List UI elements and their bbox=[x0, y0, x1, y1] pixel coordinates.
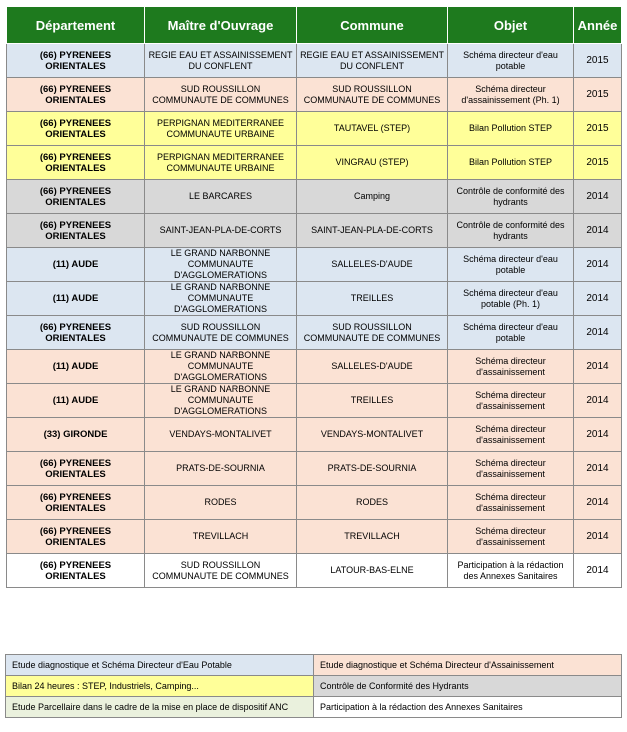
cell-departement: (66) PYRENEES ORIENTALES bbox=[7, 520, 145, 554]
cell-objet: Schéma directeur d'eau potable bbox=[448, 44, 574, 78]
legend-row bbox=[6, 655, 622, 676]
table-row bbox=[7, 452, 622, 486]
cell-annee: 2014 bbox=[574, 452, 622, 486]
cell-departement: (11) AUDE bbox=[7, 248, 145, 282]
cell-annee: 2014 bbox=[574, 316, 622, 350]
header-objet: Objet bbox=[448, 7, 574, 44]
cell-maitre-ouvrage: TREVILLACH bbox=[145, 520, 297, 554]
cell-objet: Schéma directeur d'assainissement bbox=[448, 486, 574, 520]
cell-maitre-ouvrage: LE GRAND NARBONNE COMMUNAUTE D'AGGLOMERATIONS bbox=[145, 350, 297, 384]
table-row bbox=[7, 282, 622, 316]
cell-maitre-ouvrage: SUD ROUSSILLON COMMUNAUTE DE COMMUNES bbox=[145, 316, 297, 350]
table-row bbox=[7, 78, 622, 112]
references-table bbox=[6, 6, 622, 588]
cell-objet: Contrôle de conformité des hydrants bbox=[448, 214, 574, 248]
table-row bbox=[7, 112, 622, 146]
cell-commune: SUD ROUSSILLON COMMUNAUTE DE COMMUNES bbox=[297, 316, 448, 350]
table-row bbox=[7, 486, 622, 520]
cell-departement: (66) PYRENEES ORIENTALES bbox=[7, 452, 145, 486]
cell-commune: SALLELES-D'AUDE bbox=[297, 350, 448, 384]
cell-objet: Schéma directeur d'assainissement (Ph. 1) bbox=[448, 78, 574, 112]
cell-maitre-ouvrage: RODES bbox=[145, 486, 297, 520]
cell-departement: (66) PYRENEES ORIENTALES bbox=[7, 486, 145, 520]
cell-maitre-ouvrage: REGIE EAU ET ASSAINISSEMENT DU CONFLENT bbox=[145, 44, 297, 78]
cell-departement: (66) PYRENEES ORIENTALES bbox=[7, 180, 145, 214]
cell-objet: Schéma directeur d'assainissement bbox=[448, 418, 574, 452]
table-row bbox=[7, 180, 622, 214]
cell-departement: (66) PYRENEES ORIENTALES bbox=[7, 214, 145, 248]
header-departement: Département bbox=[7, 7, 145, 44]
cell-departement: (66) PYRENEES ORIENTALES bbox=[7, 78, 145, 112]
cell-objet: Schéma directeur d'eau potable (Ph. 1) bbox=[448, 282, 574, 316]
cell-maitre-ouvrage: LE BARCARES bbox=[145, 180, 297, 214]
cell-commune: TAUTAVEL (STEP) bbox=[297, 112, 448, 146]
table-row bbox=[7, 248, 622, 282]
cell-annee: 2014 bbox=[574, 180, 622, 214]
cell-annee: 2014 bbox=[574, 248, 622, 282]
cell-maitre-ouvrage: SUD ROUSSILLON COMMUNAUTE DE COMMUNES bbox=[145, 554, 297, 588]
cell-objet: Bilan Pollution STEP bbox=[448, 146, 574, 180]
table-row bbox=[7, 146, 622, 180]
cell-objet: Schéma directeur d'assainissement bbox=[448, 452, 574, 486]
cell-commune: RODES bbox=[297, 486, 448, 520]
cell-maitre-ouvrage: LE GRAND NARBONNE COMMUNAUTE D'AGGLOMERATIONS bbox=[145, 282, 297, 316]
table-row bbox=[7, 384, 622, 418]
cell-objet: Contrôle de conformité des hydrants bbox=[448, 180, 574, 214]
cell-maitre-ouvrage: PRATS-DE-SOURNIA bbox=[145, 452, 297, 486]
cell-annee: 2014 bbox=[574, 418, 622, 452]
cell-maitre-ouvrage: LE GRAND NARBONNE COMMUNAUTE D'AGGLOMERATIONS bbox=[145, 248, 297, 282]
legend-body bbox=[6, 655, 622, 718]
cell-departement: (66) PYRENEES ORIENTALES bbox=[7, 44, 145, 78]
cell-commune: SUD ROUSSILLON COMMUNAUTE DE COMMUNES bbox=[297, 78, 448, 112]
table-row bbox=[7, 44, 622, 78]
cell-commune: Camping bbox=[297, 180, 448, 214]
header-maitre-ouvrage: Maître d'Ouvrage bbox=[145, 7, 297, 44]
legend-row bbox=[6, 676, 622, 697]
legend-item-yellow: Bilan 24 heures : STEP, Industriels, Camping... bbox=[6, 676, 314, 697]
cell-annee: 2014 bbox=[574, 520, 622, 554]
table-row bbox=[7, 350, 622, 384]
legend-item-gray: Contrôle de Conformité des Hydrants bbox=[314, 676, 622, 697]
cell-annee: 2014 bbox=[574, 486, 622, 520]
legend-item-white: Participation à la rédaction des Annexes Sanitaires bbox=[314, 697, 622, 718]
cell-maitre-ouvrage: PERPIGNAN MEDITERRANEE COMMUNAUTE URBAINE bbox=[145, 112, 297, 146]
cell-departement: (33) GIRONDE bbox=[7, 418, 145, 452]
cell-commune: TREILLES bbox=[297, 384, 448, 418]
table-row bbox=[7, 418, 622, 452]
legend-item-pink: Etude diagnostique et Schéma Directeur d'Assainissement bbox=[314, 655, 622, 676]
cell-annee: 2015 bbox=[574, 44, 622, 78]
table-body bbox=[7, 44, 622, 588]
cell-annee: 2014 bbox=[574, 350, 622, 384]
cell-commune: LATOUR-BAS-ELNE bbox=[297, 554, 448, 588]
cell-commune: REGIE EAU ET ASSAINISSEMENT DU CONFLENT bbox=[297, 44, 448, 78]
cell-maitre-ouvrage: PERPIGNAN MEDITERRANEE COMMUNAUTE URBAINE bbox=[145, 146, 297, 180]
cell-objet: Schéma directeur d'assainissement bbox=[448, 384, 574, 418]
cell-annee: 2015 bbox=[574, 112, 622, 146]
legend-item-blue: Etude diagnostique et Schéma Directeur d'Eau Potable bbox=[6, 655, 314, 676]
cell-maitre-ouvrage: SAINT-JEAN-PLA-DE-CORTS bbox=[145, 214, 297, 248]
cell-commune: SAINT-JEAN-PLA-DE-CORTS bbox=[297, 214, 448, 248]
cell-departement: (66) PYRENEES ORIENTALES bbox=[7, 316, 145, 350]
cell-annee: 2014 bbox=[574, 214, 622, 248]
cell-departement: (66) PYRENEES ORIENTALES bbox=[7, 146, 145, 180]
cell-maitre-ouvrage: VENDAYS-MONTALIVET bbox=[145, 418, 297, 452]
cell-objet: Schéma directeur d'eau potable bbox=[448, 248, 574, 282]
cell-objet: Bilan Pollution STEP bbox=[448, 112, 574, 146]
cell-departement: (66) PYRENEES ORIENTALES bbox=[7, 554, 145, 588]
cell-annee: 2014 bbox=[574, 554, 622, 588]
cell-commune: VINGRAU (STEP) bbox=[297, 146, 448, 180]
cell-commune: VENDAYS-MONTALIVET bbox=[297, 418, 448, 452]
cell-objet: Participation à la rédaction des Annexes Sanitaires bbox=[448, 554, 574, 588]
cell-commune: SALLELES-D'AUDE bbox=[297, 248, 448, 282]
cell-annee: 2015 bbox=[574, 78, 622, 112]
cell-maitre-ouvrage: SUD ROUSSILLON COMMUNAUTE DE COMMUNES bbox=[145, 78, 297, 112]
cell-departement: (11) AUDE bbox=[7, 350, 145, 384]
cell-annee: 2015 bbox=[574, 146, 622, 180]
table-row bbox=[7, 520, 622, 554]
cell-annee: 2014 bbox=[574, 384, 622, 418]
cell-commune: TREVILLACH bbox=[297, 520, 448, 554]
header-annee: Année bbox=[574, 7, 622, 44]
cell-commune: TREILLES bbox=[297, 282, 448, 316]
cell-maitre-ouvrage: LE GRAND NARBONNE COMMUNAUTE D'AGGLOMERATIONS bbox=[145, 384, 297, 418]
legend-table bbox=[5, 654, 622, 718]
legend-item-green: Etude Parcellaire dans le cadre de la mise en place de dispositif ANC bbox=[6, 697, 314, 718]
legend-row bbox=[6, 697, 622, 718]
cell-departement: (11) AUDE bbox=[7, 384, 145, 418]
header-row bbox=[7, 7, 622, 44]
cell-annee: 2014 bbox=[574, 282, 622, 316]
table-row bbox=[7, 554, 622, 588]
cell-objet: Schéma directeur d'eau potable bbox=[448, 316, 574, 350]
cell-objet: Schéma directeur d'assainissement bbox=[448, 350, 574, 384]
table-row bbox=[7, 214, 622, 248]
cell-commune: PRATS-DE-SOURNIA bbox=[297, 452, 448, 486]
cell-objet: Schéma directeur d'assainissement bbox=[448, 520, 574, 554]
cell-departement: (11) AUDE bbox=[7, 282, 145, 316]
header-commune: Commune bbox=[297, 7, 448, 44]
table-row bbox=[7, 316, 622, 350]
cell-departement: (66) PYRENEES ORIENTALES bbox=[7, 112, 145, 146]
